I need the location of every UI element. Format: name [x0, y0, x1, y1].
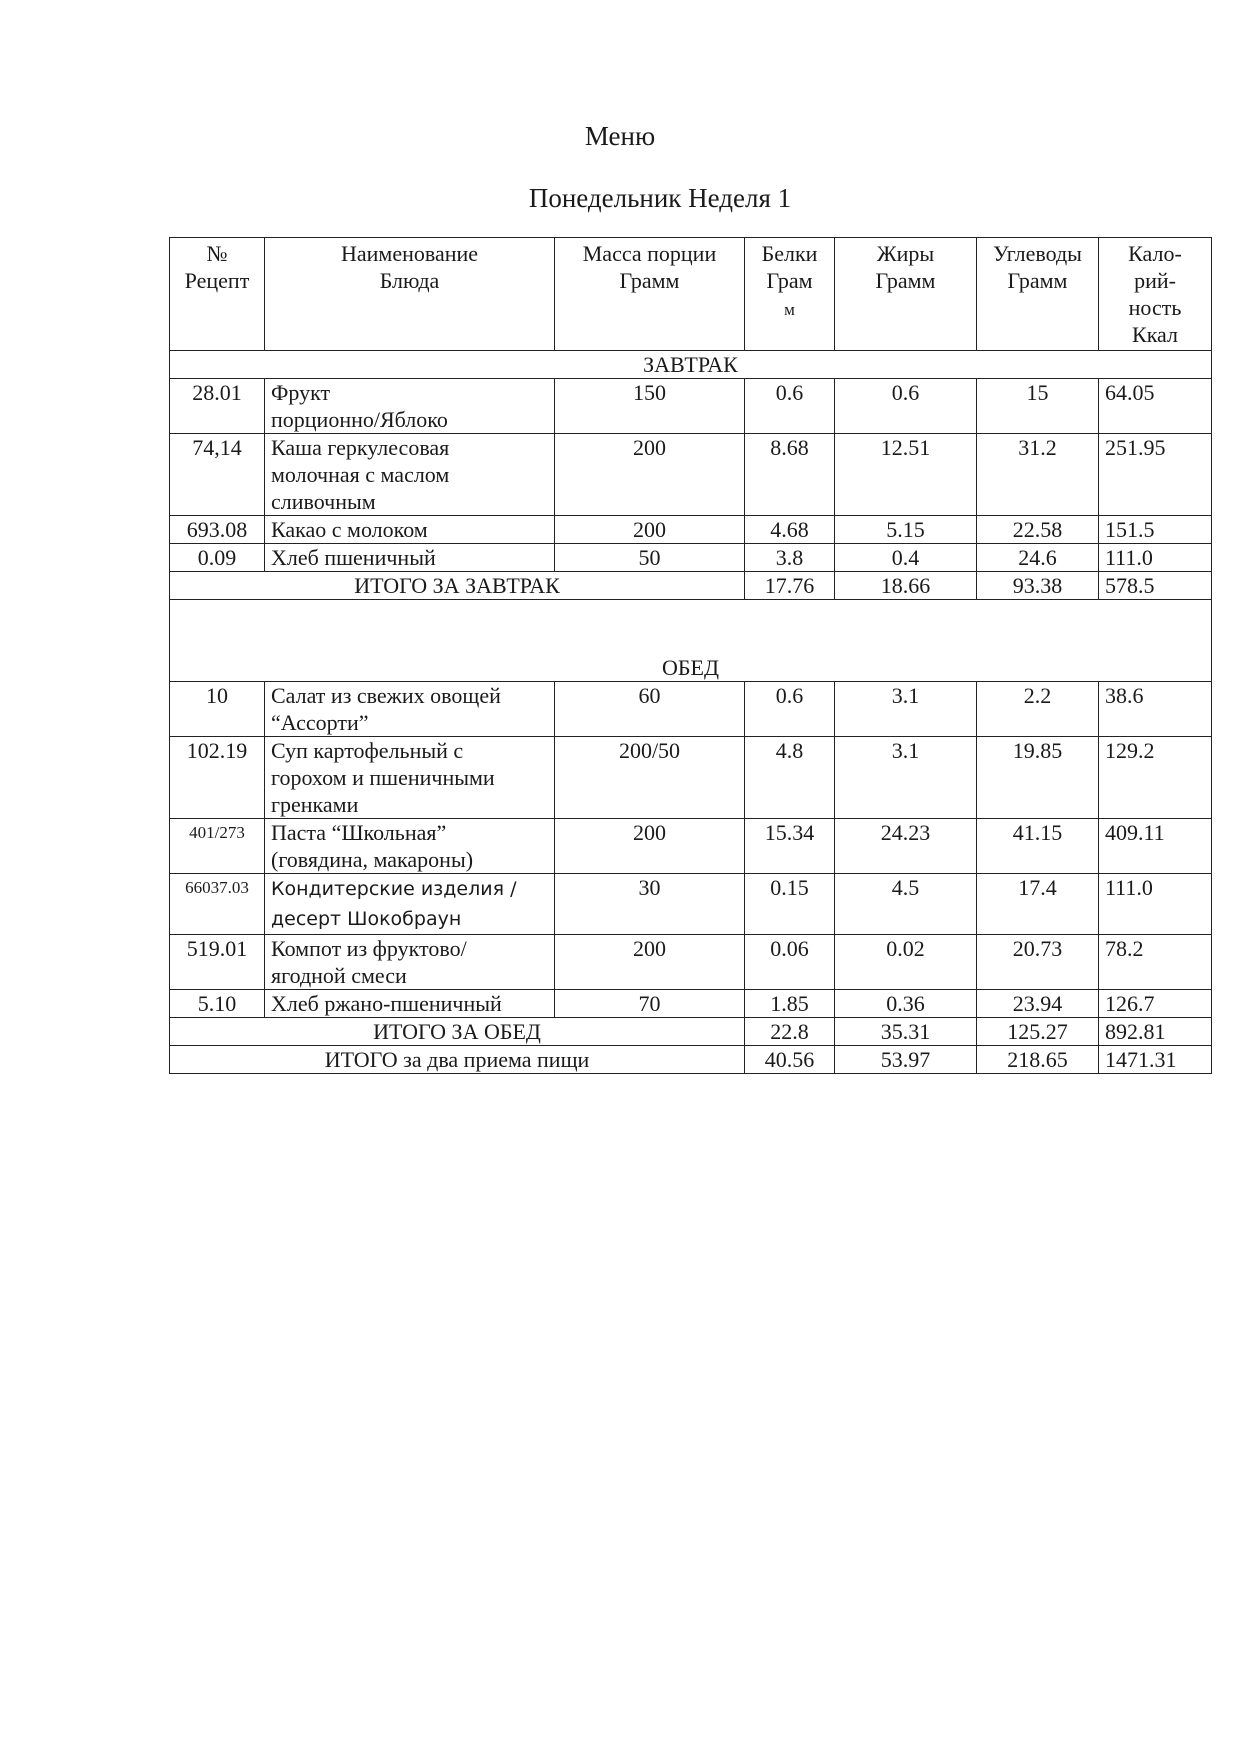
fat-value: 0.02	[835, 935, 977, 990]
protein-value: 4.68	[745, 516, 835, 544]
portion-mass: 30	[555, 874, 745, 935]
table-row	[170, 935, 1212, 990]
kcal-value: 111.0	[1099, 874, 1212, 935]
kcal-value: 111.0	[1099, 544, 1212, 572]
total-fat: 18.66	[835, 572, 977, 600]
header-recipe: № Рецепт	[170, 238, 265, 351]
total-kcal: 892.81	[1099, 1018, 1212, 1046]
page-subtitle: Понедельник Неделя 1	[528, 183, 792, 213]
total-label: ИТОГО ЗА ЗАВТРАК	[170, 572, 745, 600]
fat-value: 0.6	[835, 379, 977, 434]
carbs-value: 20.73	[977, 935, 1099, 990]
protein-value: 0.15	[745, 874, 835, 935]
menu-table	[169, 237, 1212, 1074]
table-row	[170, 434, 1212, 516]
kcal-value: 64.05	[1099, 379, 1212, 434]
protein-value: 0.6	[745, 379, 835, 434]
portion-mass: 50	[555, 544, 745, 572]
carbs-value: 22.58	[977, 516, 1099, 544]
portion-mass: 200	[555, 434, 745, 516]
portion-mass: 200	[555, 935, 745, 990]
carbs-value: 15	[977, 379, 1099, 434]
grand-total-label: ИТОГО за два приема пищи	[170, 1046, 745, 1074]
table-row	[170, 737, 1212, 819]
protein-value: 4.8	[745, 737, 835, 819]
fat-value: 3.1	[835, 682, 977, 737]
portion-mass: 70	[555, 990, 745, 1018]
dish-name: Какао с молоком	[265, 516, 555, 544]
portion-mass: 150	[555, 379, 745, 434]
total-carbs: 125.27	[977, 1018, 1099, 1046]
kcal-value: 251.95	[1099, 434, 1212, 516]
portion-mass: 200/50	[555, 737, 745, 819]
fat-value: 12.51	[835, 434, 977, 516]
total-protein: 17.76	[745, 572, 835, 600]
portion-mass: 200	[555, 819, 745, 874]
kcal-value: 78.2	[1099, 935, 1212, 990]
recipe-number: 74,14	[170, 434, 265, 516]
portion-mass: 60	[555, 682, 745, 737]
table-row	[170, 682, 1212, 737]
recipe-number: 66037.03	[170, 874, 265, 935]
section-label: ЗАВТРАК	[170, 351, 1212, 379]
recipe-number: 0.09	[170, 544, 265, 572]
breakfast-total-row	[170, 572, 1212, 600]
total-fat: 35.31	[835, 1018, 977, 1046]
protein-value: 15.34	[745, 819, 835, 874]
carbs-value: 41.15	[977, 819, 1099, 874]
recipe-number: 693.08	[170, 516, 265, 544]
fat-value: 24.23	[835, 819, 977, 874]
table-row	[170, 990, 1212, 1018]
grand-total-kcal: 1471.31	[1099, 1046, 1212, 1074]
protein-value: 0.06	[745, 935, 835, 990]
header-kcal: Кало- рий- ность Ккал	[1099, 238, 1212, 351]
total-label: ИТОГО ЗА ОБЕД	[170, 1018, 745, 1046]
header-fat: Жиры Грамм	[835, 238, 977, 351]
table-row	[170, 819, 1212, 874]
spacer-cell	[170, 600, 1212, 655]
fat-value: 5.15	[835, 516, 977, 544]
section-lunch	[170, 654, 1212, 682]
header-carbs: Углеводы Грамм	[977, 238, 1099, 351]
dish-name: Каша геркулесовая молочная с маслом сливочным	[265, 434, 555, 516]
total-protein: 22.8	[745, 1018, 835, 1046]
grand-total-protein: 40.56	[745, 1046, 835, 1074]
kcal-value: 129.2	[1099, 737, 1212, 819]
table-row	[170, 379, 1212, 434]
kcal-value: 409.11	[1099, 819, 1212, 874]
recipe-number: 519.01	[170, 935, 265, 990]
recipe-number: 28.01	[170, 379, 265, 434]
recipe-number: 401/273	[170, 819, 265, 874]
section-breakfast	[170, 351, 1212, 379]
fat-value: 0.36	[835, 990, 977, 1018]
recipe-number: 5.10	[170, 990, 265, 1018]
header-protein: Белки Грам м	[745, 238, 835, 351]
recipe-number: 102.19	[170, 737, 265, 819]
header-mass: Масса порции Грамм	[555, 238, 745, 351]
dish-name: Суп картофельный с горохом и пшеничными гренками	[265, 737, 555, 819]
lunch-total-row	[170, 1018, 1212, 1046]
dish-name: Салат из свежих овощей “Ассорти”	[265, 682, 555, 737]
kcal-value: 38.6	[1099, 682, 1212, 737]
fat-value: 4.5	[835, 874, 977, 935]
dish-name: Паста “Школьная” (говядина, макароны)	[265, 819, 555, 874]
table-row	[170, 516, 1212, 544]
kcal-value: 151.5	[1099, 516, 1212, 544]
total-kcal: 578.5	[1099, 572, 1212, 600]
page-title: Меню	[584, 121, 656, 151]
protein-value: 3.8	[745, 544, 835, 572]
carbs-value: 31.2	[977, 434, 1099, 516]
carbs-value: 2.2	[977, 682, 1099, 737]
grand-total-row	[170, 1046, 1212, 1074]
grand-total-carbs: 218.65	[977, 1046, 1099, 1074]
carbs-value: 24.6	[977, 544, 1099, 572]
grand-total-fat: 53.97	[835, 1046, 977, 1074]
carbs-value: 17.4	[977, 874, 1099, 935]
recipe-number: 10	[170, 682, 265, 737]
protein-value: 0.6	[745, 682, 835, 737]
total-carbs: 93.38	[977, 572, 1099, 600]
dish-name: Хлеб ржано-пшеничный	[265, 990, 555, 1018]
dish-name: Компот из фруктово/ ягодной смеси	[265, 935, 555, 990]
dish-name: Фрукт порционно/Яблоко	[265, 379, 555, 434]
table-row	[170, 874, 1212, 935]
fat-value: 3.1	[835, 737, 977, 819]
protein-value: 1.85	[745, 990, 835, 1018]
kcal-value: 126.7	[1099, 990, 1212, 1018]
portion-mass: 200	[555, 516, 745, 544]
fat-value: 0.4	[835, 544, 977, 572]
header-row	[170, 238, 1212, 351]
dish-name: Хлеб пшеничный	[265, 544, 555, 572]
section-spacer	[170, 600, 1212, 655]
carbs-value: 23.94	[977, 990, 1099, 1018]
dish-name: Кондитерские изделия / десерт Шокобраун	[265, 874, 555, 935]
table-row	[170, 544, 1212, 572]
header-name: Наименование Блюда	[265, 238, 555, 351]
carbs-value: 19.85	[977, 737, 1099, 819]
section-label: ОБЕД	[170, 654, 1212, 682]
protein-value: 8.68	[745, 434, 835, 516]
